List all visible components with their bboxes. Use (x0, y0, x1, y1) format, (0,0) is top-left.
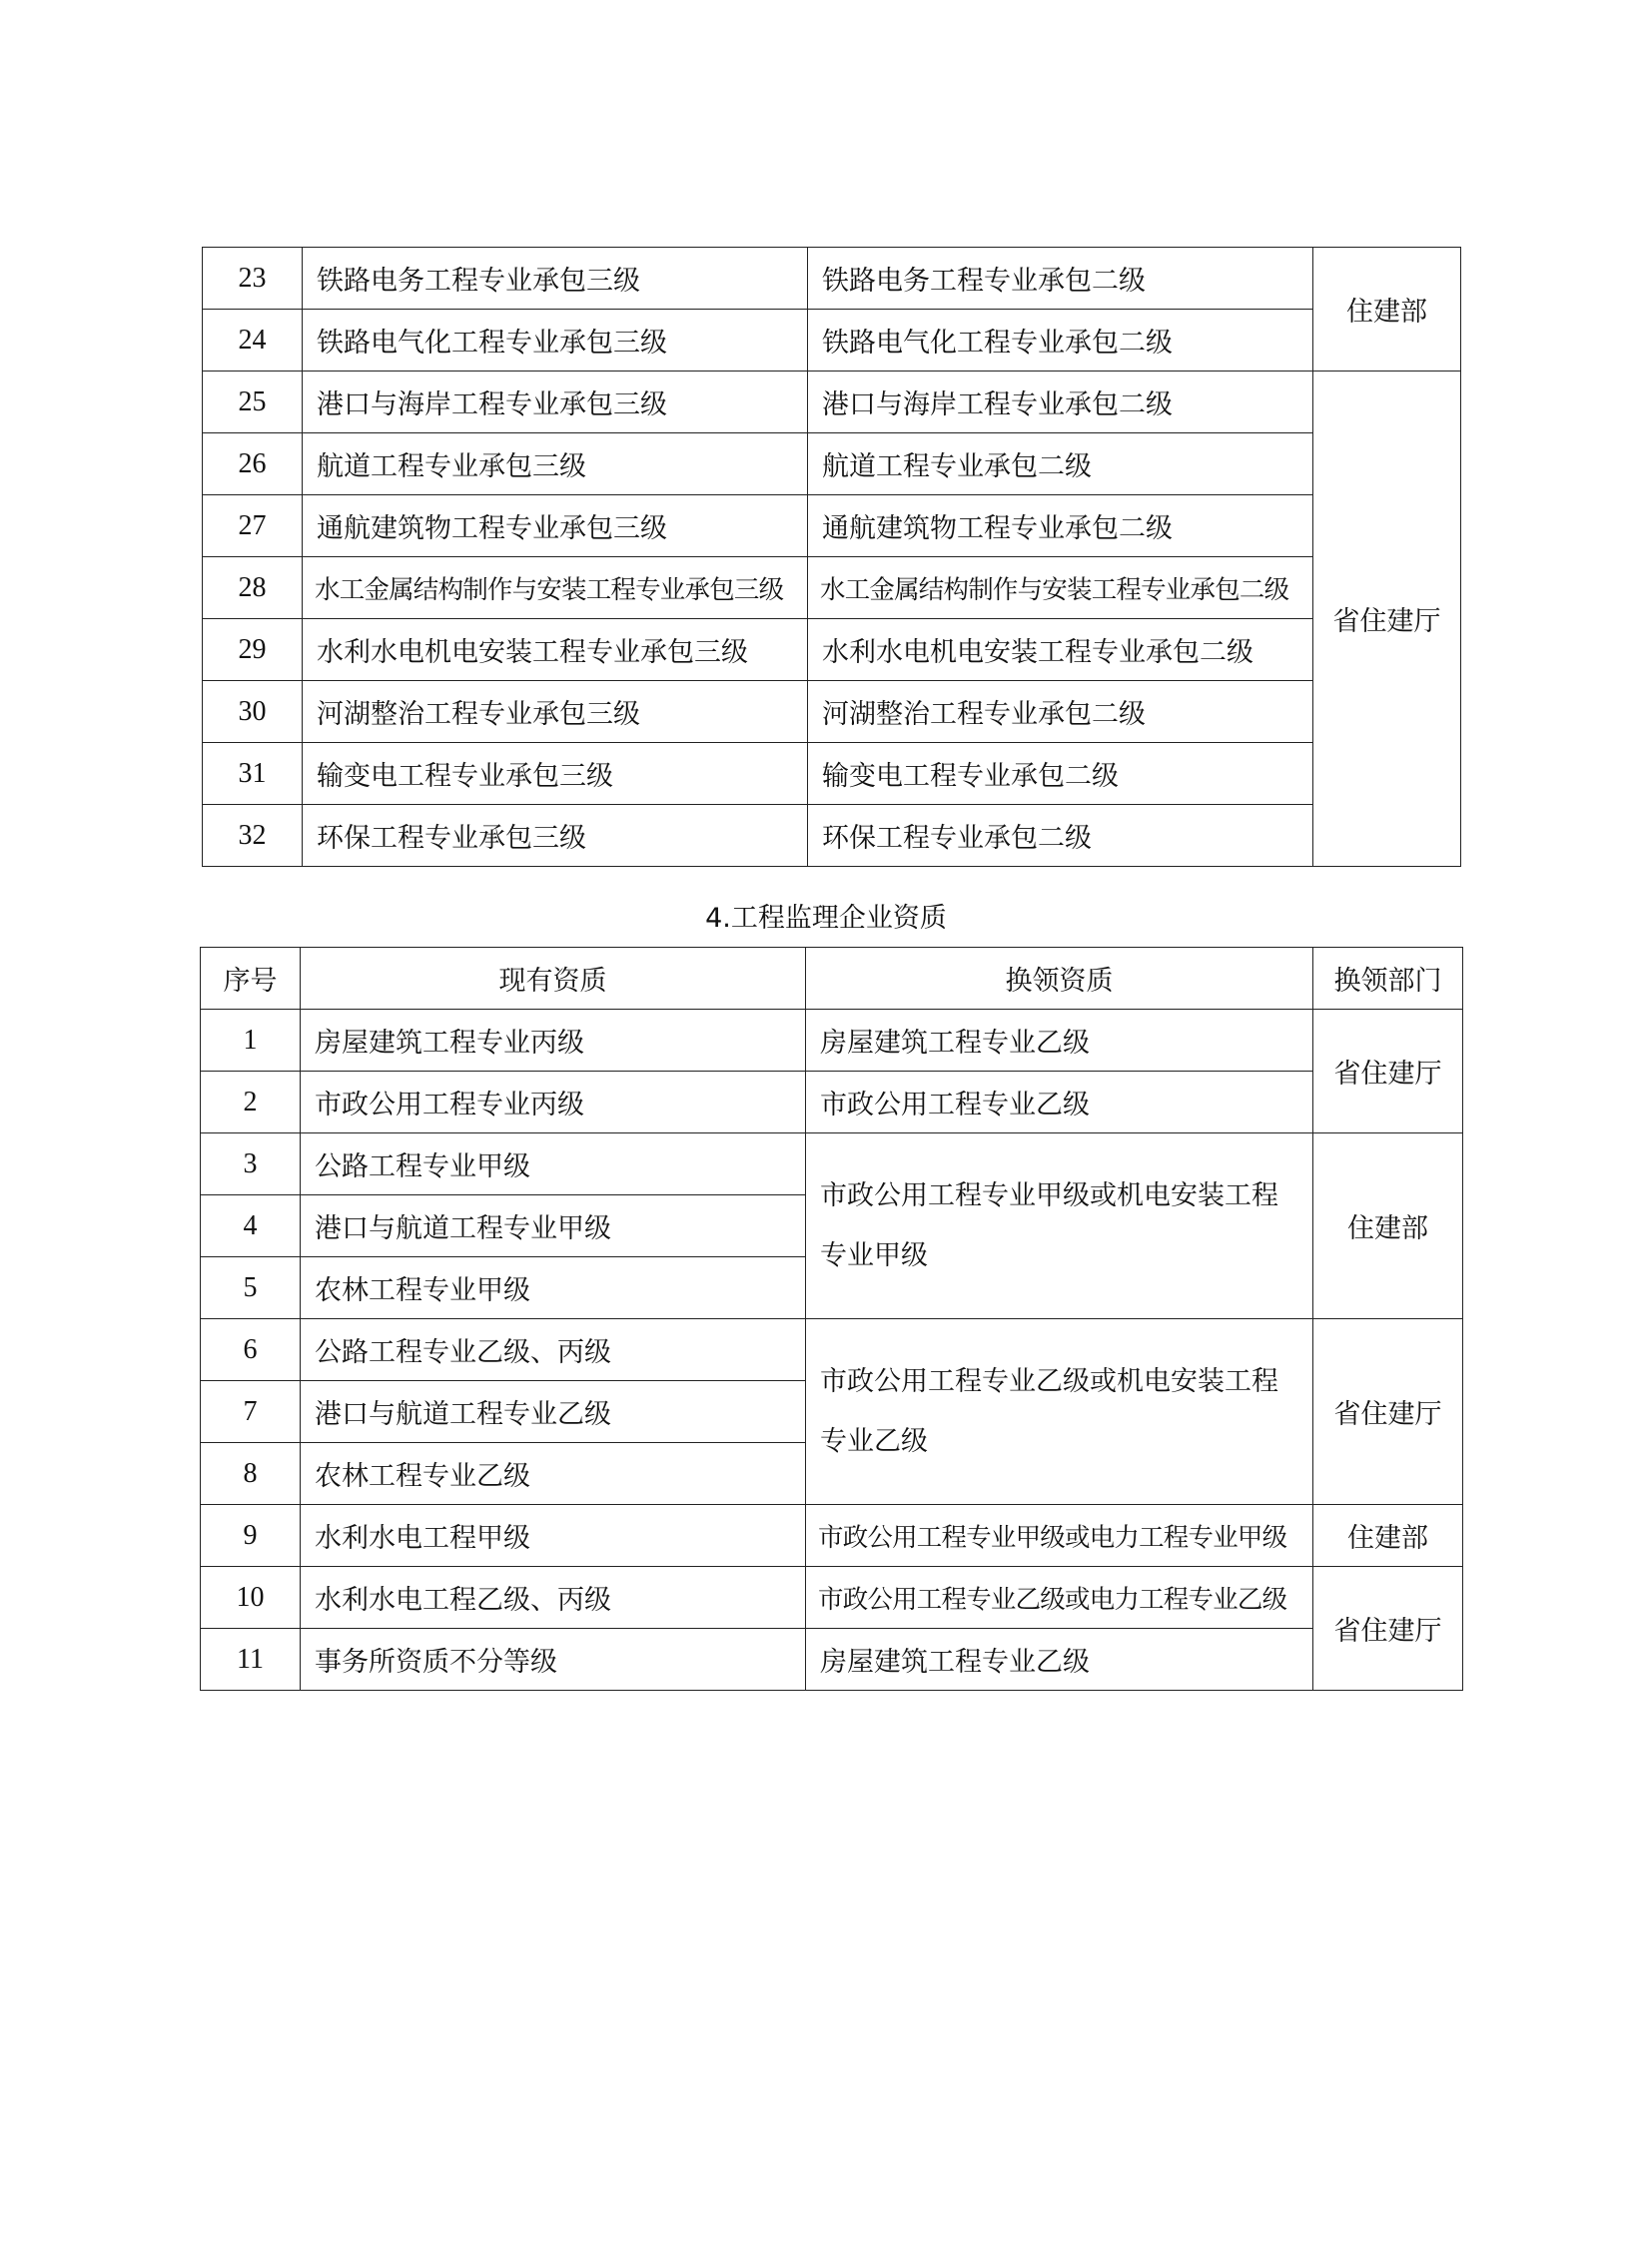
issuing-department: 省住建厅 (1313, 1319, 1463, 1505)
table-row (203, 372, 1461, 433)
row-number: 1 (201, 1010, 301, 1072)
row-number: 2 (201, 1072, 301, 1133)
row-number: 27 (203, 495, 303, 557)
row-number: 31 (203, 743, 303, 805)
row-number: 3 (201, 1133, 301, 1195)
table-header-row (201, 948, 1463, 1010)
table-row (203, 433, 1461, 495)
new-qualification: 市政公用工程专业乙级或电力工程专业乙级 (806, 1567, 1313, 1629)
current-qualification: 河湖整治工程专业承包三级 (303, 681, 808, 743)
new-qualification: 水工金属结构制作与安装工程专业承包二级 (808, 557, 1313, 619)
row-number: 6 (201, 1319, 301, 1381)
issuing-department: 省住建厅 (1313, 372, 1461, 867)
current-qualification: 港口与航道工程专业甲级 (301, 1195, 806, 1257)
row-number: 30 (203, 681, 303, 743)
header-department: 换领部门 (1313, 948, 1463, 1010)
current-qualification: 水利水电工程乙级、丙级 (301, 1567, 806, 1629)
current-qualification: 农林工程专业乙级 (301, 1443, 806, 1505)
new-qualification: 港口与海岸工程专业承包二级 (808, 372, 1313, 433)
current-qualification: 港口与航道工程专业乙级 (301, 1381, 806, 1443)
current-qualification: 公路工程专业乙级、丙级 (301, 1319, 806, 1381)
header-current-qualification: 现有资质 (301, 948, 806, 1010)
current-qualification: 公路工程专业甲级 (301, 1133, 806, 1195)
table-row (201, 1505, 1463, 1567)
new-qualification: 环保工程专业承包二级 (808, 805, 1313, 867)
row-number: 4 (201, 1195, 301, 1257)
row-number: 29 (203, 619, 303, 681)
row-number: 11 (201, 1629, 301, 1691)
current-qualification: 航道工程专业承包三级 (303, 433, 808, 495)
new-qualification: 铁路电气化工程专业承包二级 (808, 310, 1313, 372)
new-qualification: 市政公用工程专业甲级或机电安装工程专业甲级 (806, 1133, 1313, 1319)
row-number: 32 (203, 805, 303, 867)
table-row (201, 1072, 1463, 1133)
issuing-department: 省住建厅 (1313, 1010, 1463, 1133)
table-row (203, 681, 1461, 743)
table-row (203, 310, 1461, 372)
issuing-department: 省住建厅 (1313, 1567, 1463, 1691)
table-row (201, 1319, 1463, 1381)
current-qualification: 房屋建筑工程专业丙级 (301, 1010, 806, 1072)
table-row (201, 1133, 1463, 1195)
row-number: 8 (201, 1443, 301, 1505)
table-row (201, 1629, 1463, 1691)
new-qualification: 水利水电机电安装工程专业承包二级 (808, 619, 1313, 681)
current-qualification: 输变电工程专业承包三级 (303, 743, 808, 805)
row-number: 10 (201, 1567, 301, 1629)
new-qualification: 房屋建筑工程专业乙级 (806, 1629, 1313, 1691)
row-number: 26 (203, 433, 303, 495)
current-qualification: 事务所资质不分等级 (301, 1629, 806, 1691)
section-title: 4.工程监理企业资质 (705, 903, 947, 934)
row-number: 7 (201, 1381, 301, 1443)
supervision-qualification-table (200, 947, 1463, 1691)
row-number: 5 (201, 1257, 301, 1319)
current-qualification: 水利水电工程甲级 (301, 1505, 806, 1567)
issuing-department: 住建部 (1313, 1133, 1463, 1319)
current-qualification: 水利水电机电安装工程专业承包三级 (303, 619, 808, 681)
row-number: 23 (203, 248, 303, 310)
current-qualification: 铁路电气化工程专业承包三级 (303, 310, 808, 372)
issuing-department: 住建部 (1313, 1505, 1463, 1567)
new-qualification: 河湖整治工程专业承包二级 (808, 681, 1313, 743)
current-qualification: 农林工程专业甲级 (301, 1257, 806, 1319)
qualification-table-continued (202, 247, 1461, 867)
row-number: 24 (203, 310, 303, 372)
new-qualification: 房屋建筑工程专业乙级 (806, 1010, 1313, 1072)
current-qualification: 市政公用工程专业丙级 (301, 1072, 806, 1133)
new-qualification: 输变电工程专业承包二级 (808, 743, 1313, 805)
table-row (203, 557, 1461, 619)
current-qualification: 港口与海岸工程专业承包三级 (303, 372, 808, 433)
new-qualification: 市政公用工程专业甲级或电力工程专业甲级 (806, 1505, 1313, 1567)
current-qualification: 水工金属结构制作与安装工程专业承包三级 (303, 557, 808, 619)
header-new-qualification: 换领资质 (806, 948, 1313, 1010)
table-row (203, 619, 1461, 681)
header-number: 序号 (201, 948, 301, 1010)
table-row (203, 743, 1461, 805)
table-row (203, 248, 1461, 310)
table-row (203, 805, 1461, 867)
new-qualification: 市政公用工程专业乙级 (806, 1072, 1313, 1133)
current-qualification: 通航建筑物工程专业承包三级 (303, 495, 808, 557)
table-row (201, 1010, 1463, 1072)
row-number: 25 (203, 372, 303, 433)
table-row (201, 1567, 1463, 1629)
table-row (203, 495, 1461, 557)
row-number: 9 (201, 1505, 301, 1567)
new-qualification: 通航建筑物工程专业承包二级 (808, 495, 1313, 557)
current-qualification: 铁路电务工程专业承包三级 (303, 248, 808, 310)
new-qualification: 市政公用工程专业乙级或机电安装工程专业乙级 (806, 1319, 1313, 1505)
new-qualification: 航道工程专业承包二级 (808, 433, 1313, 495)
current-qualification: 环保工程专业承包三级 (303, 805, 808, 867)
issuing-department: 住建部 (1313, 248, 1461, 372)
new-qualification: 铁路电务工程专业承包二级 (808, 248, 1313, 310)
row-number: 28 (203, 557, 303, 619)
